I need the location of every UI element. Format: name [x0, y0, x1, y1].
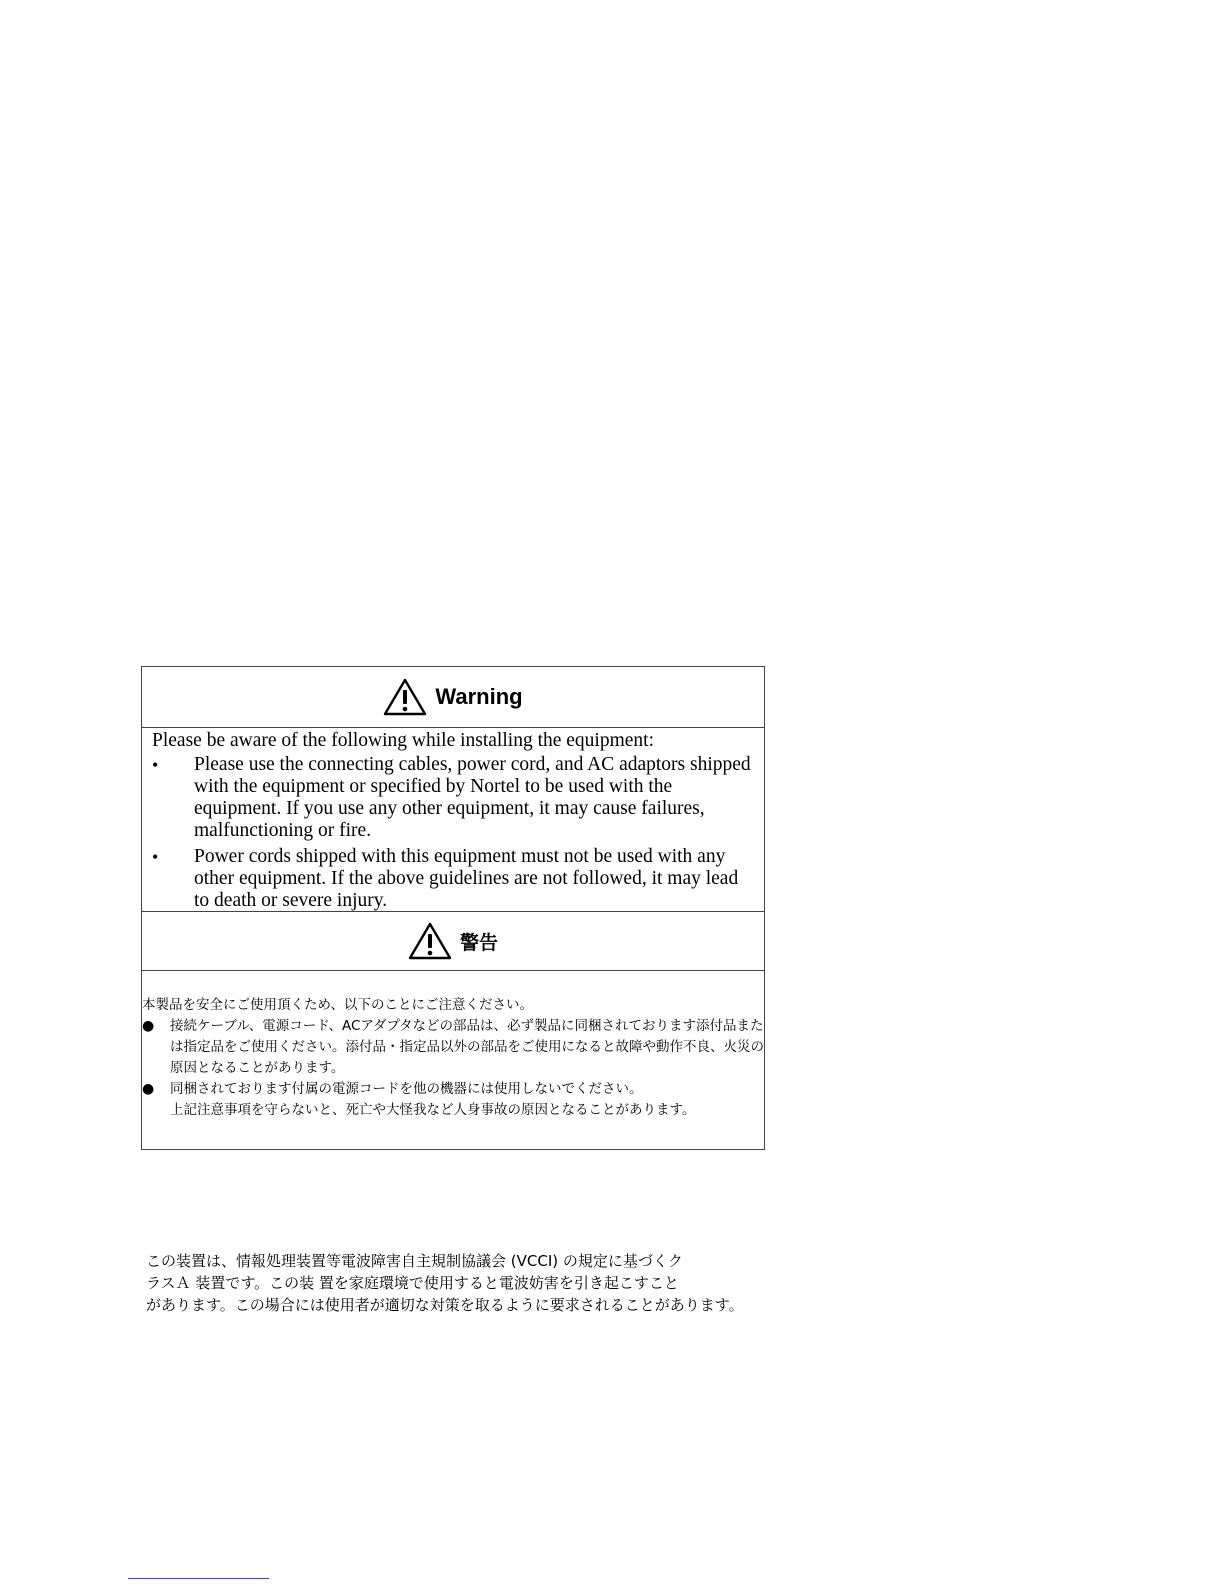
- warning-body-en: [142, 728, 764, 912]
- warning-item-text: 同梱されております付属の電源コードを他の機器には使用しないでください。: [170, 1081, 643, 1097]
- warning-body-jp: [142, 971, 764, 1149]
- warning-triangle-icon: [383, 678, 427, 716]
- warning-closing-jp: 上記注意事項を守らないと、死亡や大怪我など人身事故の原因となることがあります。: [170, 1102, 696, 1118]
- warning-item-text: Power cords shipped with this equipment must not be used with any other equipment. If the above guidelines are not followed, it may lead to death or severe injury.: [194, 846, 739, 911]
- warning-title-en: Warning: [435, 684, 523, 709]
- bullet: ●: [142, 1018, 155, 1034]
- vcci-line: があります。この場合には使用者が適切な対策を取るように要求されることがあります。: [146, 1296, 744, 1314]
- vcci-line: ラスＡ 装置です。この装 置を家庭環境で使用すると電波妨害を引き起こすこと: [146, 1274, 679, 1292]
- footnote-divider: [128, 1578, 269, 1579]
- vcci-notice: [146, 1250, 906, 1316]
- warning-header-jp: [142, 912, 764, 971]
- warning-item-text: Please use the connecting cables, power cord, and AC adaptors shipped with the equipment or specified by Nortel to be used with the equipment. If you use any other equipment, it may cause failures, malfunctioning or fire.: [194, 754, 751, 841]
- warning-intro-en: Please be aware of the following while installing the equipment:: [152, 730, 654, 751]
- list-item: [152, 846, 754, 912]
- warning-intro-jp: 本製品を安全にご使用頂くため、以下のことにご注意ください。: [142, 997, 533, 1013]
- warning-list-en: [152, 754, 754, 912]
- bullet: ●: [142, 1081, 155, 1097]
- vcci-line: この装置は、情報処理装置等電波障害自主規制協議会 (VCCI) の規定に基づくク: [146, 1252, 683, 1270]
- bullet: •: [152, 847, 159, 867]
- bullet: •: [152, 755, 159, 775]
- warning-title-jp: 警告: [459, 931, 498, 954]
- warning-box: [141, 666, 765, 1150]
- warning-triangle-icon: [408, 922, 452, 960]
- list-item: [152, 754, 754, 842]
- warning-item-text: 接続ケーブル、電源コード、ACアダプタなどの部品は、必ず製品に同梱されております添付品または指定品をご使用ください。添付品・指定品以外の部品をご使用になると故障や動作不良、火災の原因となることがあります。: [170, 1018, 764, 1076]
- list-item: [142, 1079, 764, 1121]
- warning-header-en: [142, 667, 764, 728]
- warning-list-jp: [142, 1016, 764, 1121]
- list-item: [142, 1016, 764, 1079]
